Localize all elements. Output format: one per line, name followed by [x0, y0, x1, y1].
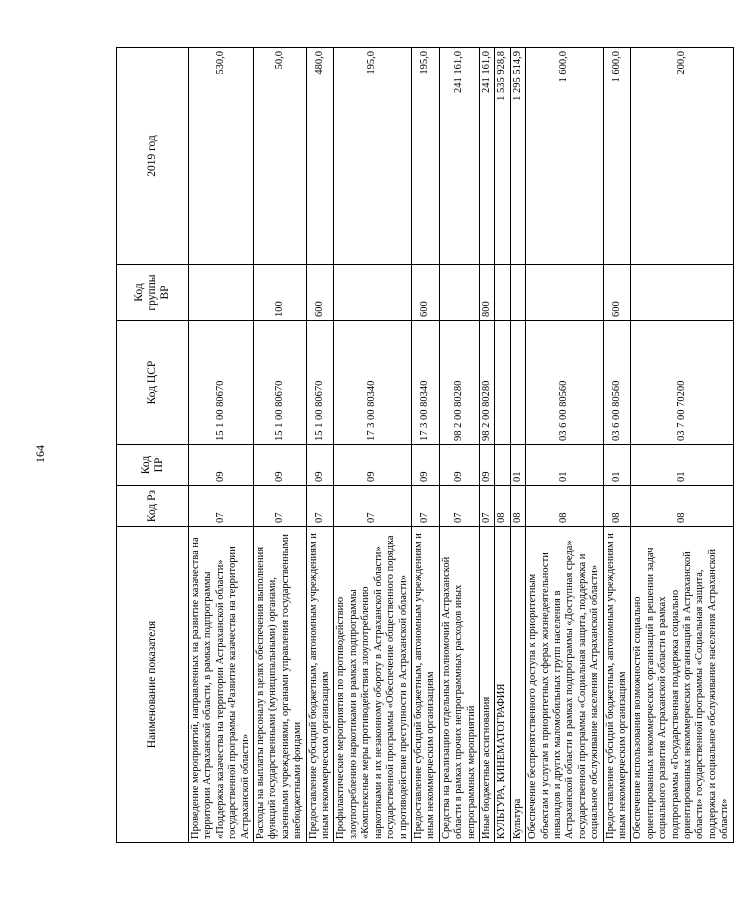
table-row: [526, 48, 603, 843]
cell-name: Предоставление субсидий бюджетным, автономным учреждениям и иным некоммерческим организациям: [306, 527, 334, 843]
cell-value: 480,0: [306, 48, 334, 265]
cell-rz: 08: [526, 486, 603, 527]
cell-csr: 15 1 00 80670: [306, 321, 334, 445]
cell-value: 241 161,0: [479, 48, 494, 265]
cell-vr: 600: [306, 265, 334, 321]
cell-rz: 07: [439, 486, 479, 527]
cell-vr: [631, 265, 733, 321]
cell-name: КУЛЬТУРА, КИНЕМАТОГРАФИЯ: [495, 527, 510, 843]
cell-pr: 01: [631, 445, 733, 486]
cell-csr: 03 6 00 80560: [526, 321, 603, 445]
cell-csr: [510, 321, 525, 445]
table-row: [510, 48, 525, 843]
table-row: [411, 48, 439, 843]
cell-rz: 08: [631, 486, 733, 527]
cell-name: Профилактические мероприятия по противодействию злоупотреблению наркотиками в рамках подпрограммы «Комплексные меры противодействия злоупотреблению наркотиками и их незаконному обороту в Астраханской области» государственной программы «Обеспечение общественного порядка и противодействие преступности в Астраханской области»: [334, 527, 411, 843]
cell-rz: 07: [479, 486, 494, 527]
cell-rz: 07: [411, 486, 439, 527]
header-pr: Код ПР: [117, 445, 189, 486]
cell-value: 530,0: [189, 48, 254, 265]
cell-vr: 600: [603, 265, 631, 321]
budget-table: [116, 47, 734, 843]
table-row: [306, 48, 334, 843]
cell-pr: 09: [306, 445, 334, 486]
cell-pr: 09: [411, 445, 439, 486]
cell-rz: 07: [254, 486, 307, 527]
cell-csr: 03 7 00 70200: [631, 321, 733, 445]
table-row: [254, 48, 307, 843]
table-row: [603, 48, 631, 843]
cell-vr: [495, 265, 510, 321]
cell-vr: 600: [411, 265, 439, 321]
cell-value: 1 600,0: [526, 48, 603, 265]
header-name: Наименование показателя: [117, 527, 189, 843]
cell-pr: 09: [334, 445, 411, 486]
rotated-page: [116, 48, 731, 843]
table-row: [189, 48, 254, 843]
cell-vr: [189, 265, 254, 321]
cell-value: 195,0: [334, 48, 411, 265]
cell-vr: [334, 265, 411, 321]
cell-csr: 15 1 00 80670: [254, 321, 307, 445]
table-row: [334, 48, 411, 843]
header-year: 2019 год: [117, 48, 189, 265]
table-row: [631, 48, 733, 843]
cell-rz: 08: [495, 486, 510, 527]
cell-pr: 01: [526, 445, 603, 486]
cell-name: Расходы на выплаты персоналу в целях обеспечения выполнения функций государственными (муниципальными) органами, казенными учреждениями, органами управления государственными внебюджетными фондами: [254, 527, 307, 843]
cell-csr: 17 3 00 80340: [411, 321, 439, 445]
cell-vr: 800: [479, 265, 494, 321]
cell-value: 1 600,0: [603, 48, 631, 265]
cell-pr: 09: [479, 445, 494, 486]
cell-rz: 07: [189, 486, 254, 527]
cell-csr: [495, 321, 510, 445]
cell-csr: 17 3 00 80340: [334, 321, 411, 445]
cell-pr: [495, 445, 510, 486]
cell-pr: 09: [439, 445, 479, 486]
cell-rz: 07: [334, 486, 411, 527]
cell-name: Обеспечение беспрепятственного доступа к приоритетным объектам и услугам в приоритетных сферах жизнедеятельности инвалидов и других маломобильных групп населения в Астраханской области в рамках подпрограммы «Доступная среда» государственной программы «Социальная защита, поддержка и социальное обслуживание населения Астраханской области»: [526, 527, 603, 843]
header-csr: Код ЦСР: [117, 321, 189, 445]
cell-pr: 01: [603, 445, 631, 486]
cell-rz: 07: [306, 486, 334, 527]
cell-csr: 15 1 00 80670: [189, 321, 254, 445]
cell-vr: 100: [254, 265, 307, 321]
cell-csr: 98 2 00 80280: [439, 321, 479, 445]
cell-name: Иные бюджетные ассигнования: [479, 527, 494, 843]
cell-name: Культура: [510, 527, 525, 843]
cell-pr: 09: [189, 445, 254, 486]
cell-value: 1 295 514,9: [510, 48, 525, 265]
table-row: [479, 48, 494, 843]
cell-vr: [510, 265, 525, 321]
cell-vr: [439, 265, 479, 321]
cell-name: Средства на реализацию отдельных полномочий Астраханской области в рамках прочих непрограммных расходов иных непрограммных мероприятий: [439, 527, 479, 843]
header-rz: Код Рз: [117, 486, 189, 527]
cell-pr: 01: [510, 445, 525, 486]
cell-value: 200,0: [631, 48, 733, 265]
cell-value: 50,0: [254, 48, 307, 265]
cell-pr: 09: [254, 445, 307, 486]
table-row: [439, 48, 479, 843]
cell-name: Предоставление субсидий бюджетным, автономным учреждениям и иным некоммерческим организациям: [411, 527, 439, 843]
cell-name: Обеспечение использования возможностей социально ориентированных некоммерческих организаций в решении задач социального развития Астраханской области в рамках подпрограммы «Государственная поддержка социально ориентированных некоммерческих организаций в Астраханской области» государственной программы «Социальная защита, поддержка и социальное обслуживание населения Астраханской области»: [631, 527, 733, 843]
cell-value: 195,0: [411, 48, 439, 265]
cell-name: Проведение мероприятий, направленных на развитие казачества на территории Астраханской области, в рамках подпрограммы «Поддержка казачества на территории Астраханской области» государственной программы «Развитие казачества на территории Астраханской области»: [189, 527, 254, 843]
table-body: [189, 48, 734, 843]
cell-rz: 08: [603, 486, 631, 527]
cell-vr: [526, 265, 603, 321]
cell-name: Предоставление субсидий бюджетным, автономным учреждениям и иным некоммерческим организациям: [603, 527, 631, 843]
cell-value: 241 161,0: [439, 48, 479, 265]
table-row: [495, 48, 510, 843]
cell-rz: 08: [510, 486, 525, 527]
cell-value: 1 535 928,8: [495, 48, 510, 265]
cell-csr: 03 6 00 80560: [603, 321, 631, 445]
cell-csr: 98 2 00 80280: [479, 321, 494, 445]
table-header-row: [117, 48, 189, 843]
header-vr: Код группы ВР: [117, 265, 189, 321]
page-number: 164: [33, 445, 47, 463]
